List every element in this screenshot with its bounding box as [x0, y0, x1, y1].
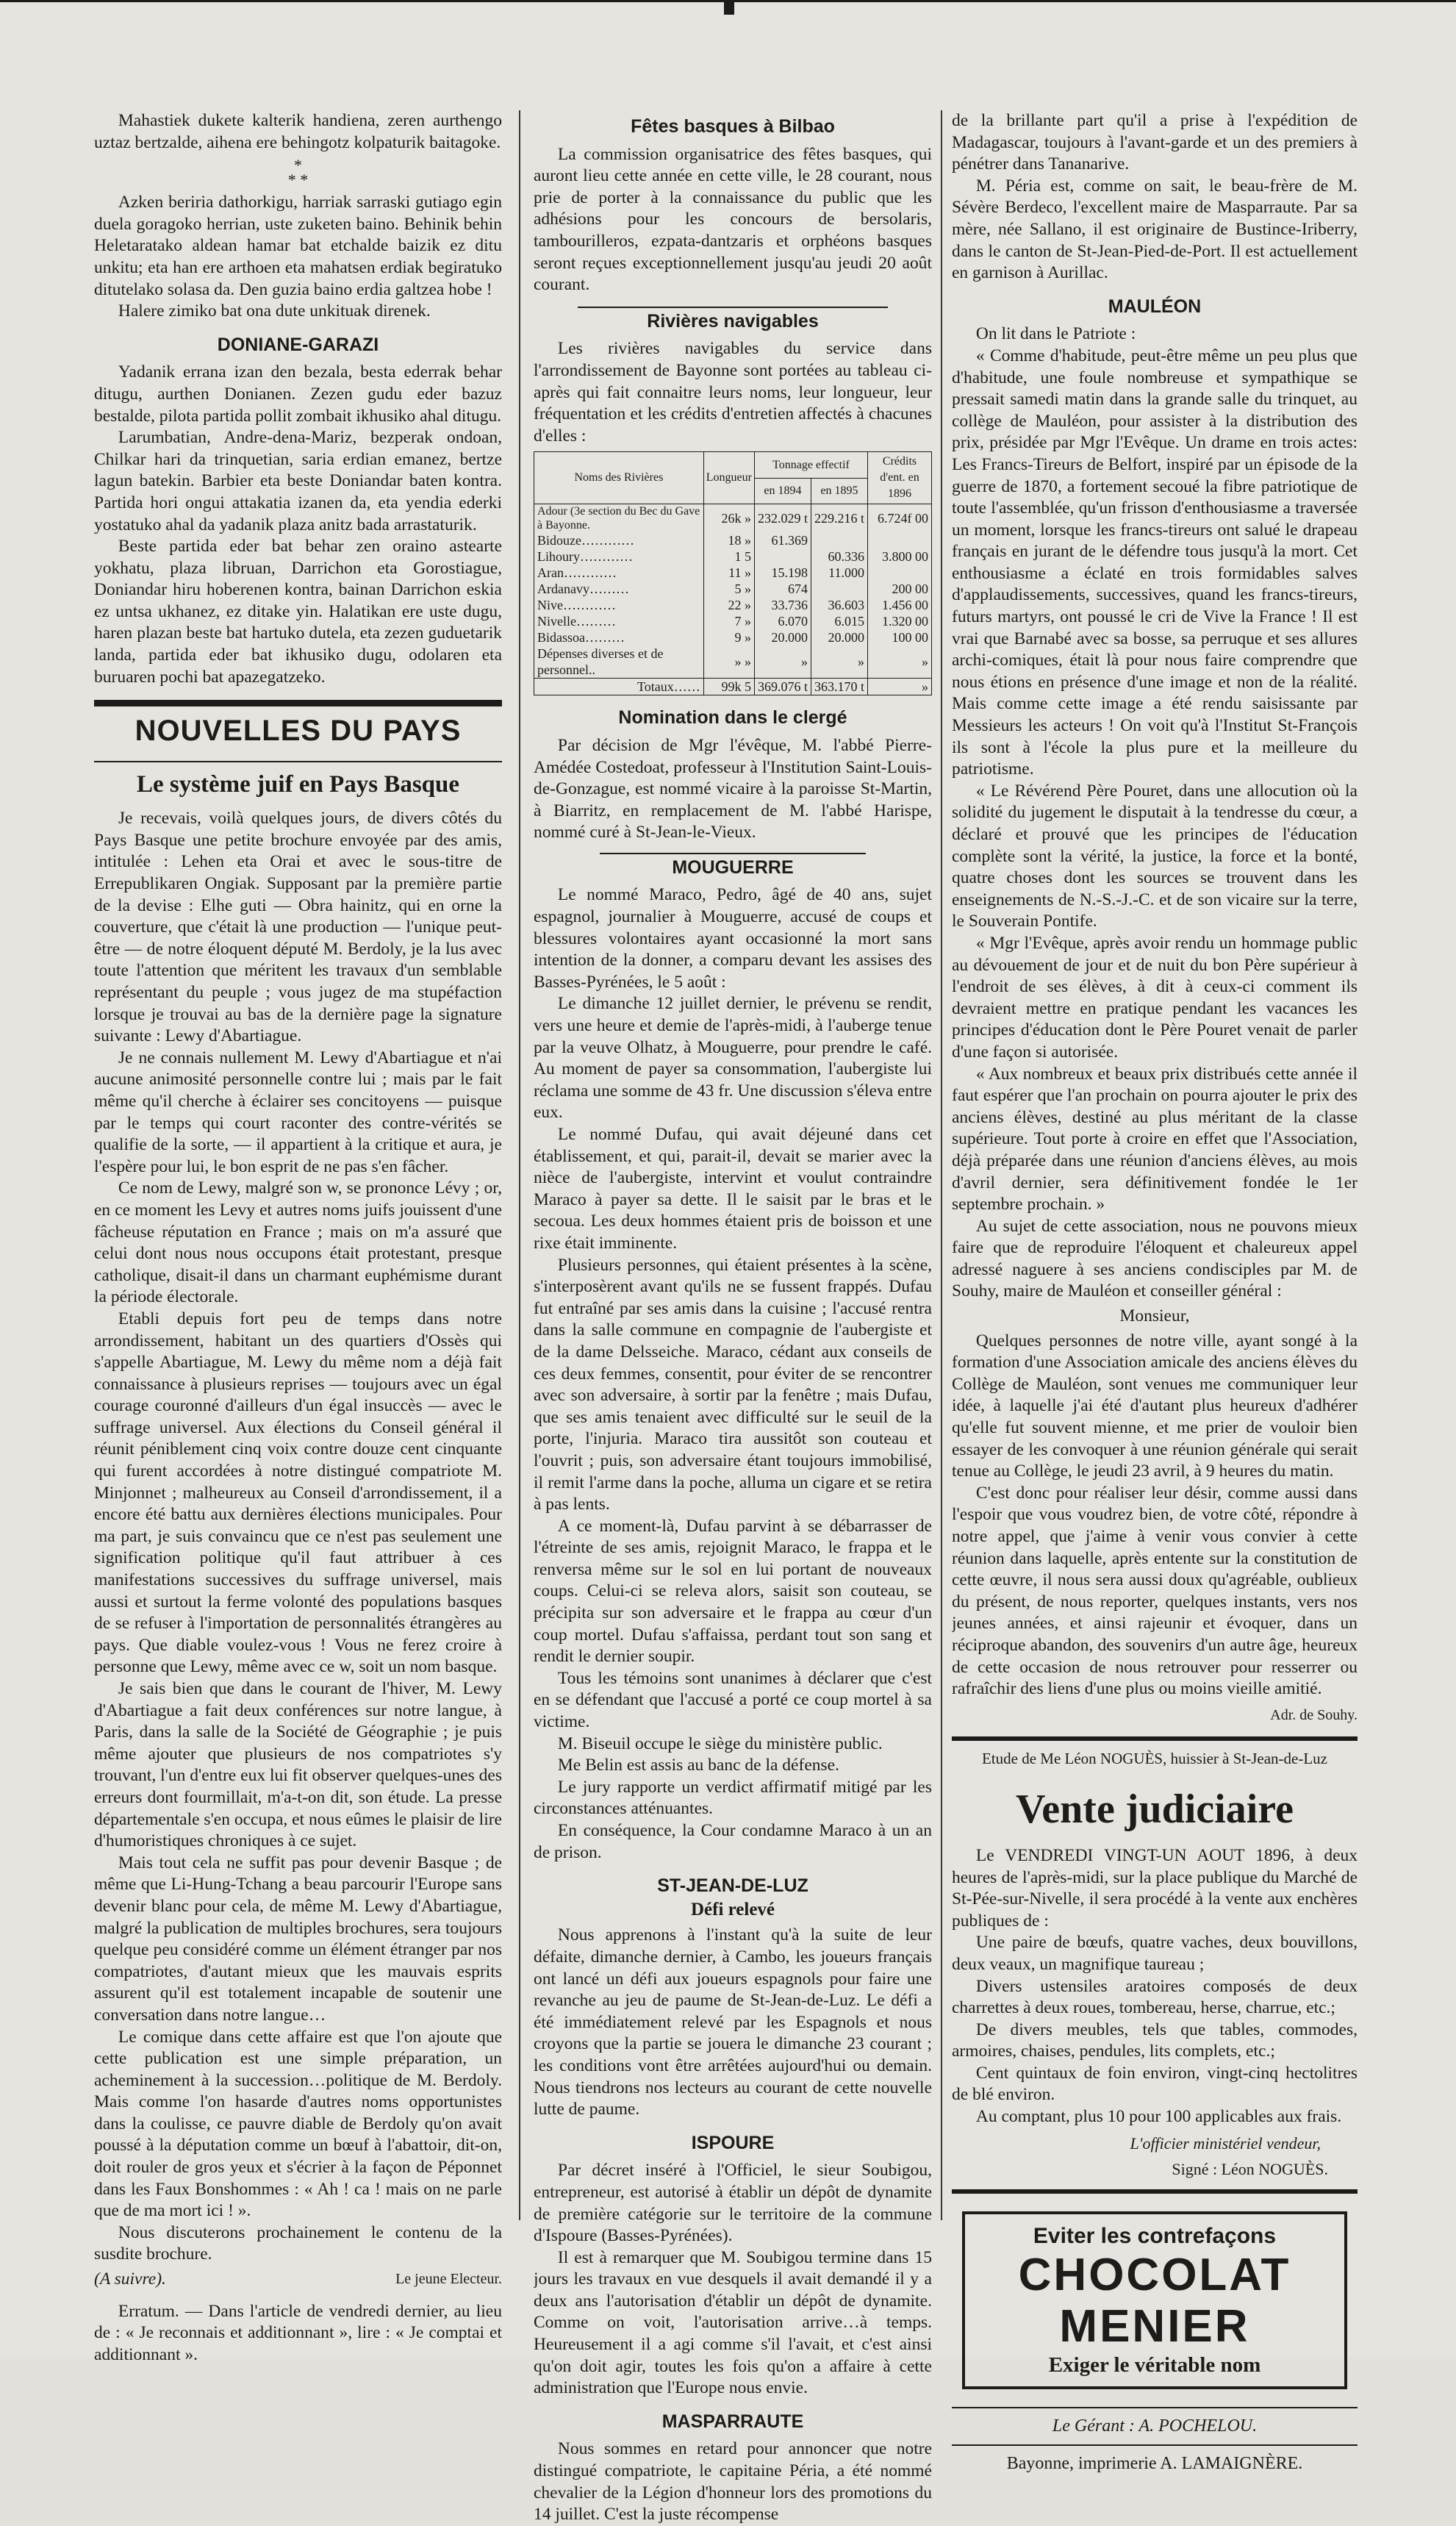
article-paragraph: Etabli depuis fort peu de temps dans notre arrondissement, habitant un des quartiers d'Ossès qui s'appelle Abartiague, M. Lewy du même nom a déjà fait connaissance à plusieurs reprises — toujours avec un égal courage couronné d'ailleurs d'un égal insuccès — avec le suffrage universel. Aux élections du Conseil général il réunit péniblement cinq voix contre douze cent cinquante qui furent accordées à notre distingué compatriote M. Minjonnet ; malheureux au Conseil d'arrondissement, il a encore été battu aux dernières élections municipales. Pour ma part, je suis convaincu que ce n'est pas seulement une signification politique qu'il faut attribuer à ces manifestations successives du suffrage universel, mais aussi et surtout la ferme volonté des populations basques de se refuser à l'importation de personnalités étrangères au pays. Que diable voulez-vous ! Vous ne ferez croire à personne que Lewy, même avec ce w, soit un nom basque.: [94, 1309, 502, 1677]
article-paragraph: On lit dans le Patriote :: [975, 324, 1136, 344]
ad-line-exiger: Exiger le véritable nom: [1048, 2353, 1261, 2377]
article-paragraph: « Aux nombreux et beaux prix distribués cette année il faut espérer que l'an prochain on pourra ajouter le prix des anciens élèves, destiné au plus méritant de la classe supérieure. Tout porte à croire en effet que l'Association, déjà préparée dans une réunion d'anciens élèves, au mois d'avril dernier, sera définitivement fondée le 1er septembre prochain. »: [952, 1064, 1358, 1214]
sale-paragraph: De divers meubles, tels que tables, commodes, armoires, chaises, pendules, lits complets, etc.;: [952, 2019, 1358, 2061]
letter-salutation: Monsieur,: [1119, 1306, 1190, 1326]
doniane-garazi-heading: DONIANE-GARAZI: [217, 334, 379, 355]
article-paragraph: En conséquence, la Cour condamne Maraco à un an de prison.: [534, 1821, 932, 1862]
article-paragraph: Je sais bien que dans le courant de l'hiver, M. Lewy d'Abartiague a fait deux conférences sur notre langue, à Paris, dans la salle de la Société de Géographie ; je puis même ajouter que plusieurs de nos compatriotes s'y trouvant, l'un d'entre eux lui fit observer quelques-unes des erreurs dont fourmillait, m'a-t-on dit, son étude. La presse départementale s'en occupa, et nous eûmes le plaisir de lire d'humoristiques chroniques à ce sujet.: [94, 1679, 502, 1851]
article-paragraph: Le dimanche 12 juillet dernier, le prévenu se rendit, vers une heure et demie de l'après-midi, à l'auberge tenue par la veuve Olhatz, à Mouguerre, pour prendre le café. Au moment de payer sa consommation, l'aubergiste lui réclama une somme de 43 fr. Une discussion s'éleva entre eux.: [534, 994, 932, 1123]
article-paragraph: M. Biseuil occupe le siège du ministère public.: [557, 1734, 883, 1753]
sale-paragraph: Cent quintaux de foin environ, vingt-cinq hectolitres de blé environ.: [952, 2063, 1358, 2105]
article-paragraph: « Le Révérend Père Pouret, dans une allocution où la solidité du jugement le disputait à la tendresse du cœur, a déclaré et prouvé que les principes de l'éducation complète sont la vérité, la justice, la force et la bonté, quatre choses dont les sources se trouvent dans les enseignements de N.-S.-J.-C. et de son vicaire sur la terre, le Souverain Pontife.: [952, 781, 1358, 931]
ad-line-contrefacons: Eviter les contrefaçons: [1033, 2223, 1277, 2248]
table-row: Aran………… 11 » 15.198 11.000: [534, 565, 932, 581]
rivieres-table: [534, 451, 932, 695]
article-paragraph: Au sujet de cette association, nous ne pouvons mieux faire que de reproduire l'éloquent et chaleureux appel adressé naguere à ses anciens condisciples par M. de Souhy, maire de Mauléon et conseiller général :: [952, 1216, 1358, 1301]
table-row: Nivelle……… 7 » 6.070 6.015 1.320 00: [534, 613, 932, 629]
article-paragraph: Quelques personnes de notre ville, ayant songé à la formation d'une Association amicale des anciens élèves du Collège de Mauléon, sont venues me communiquer leur idée, à laquelle j'ai été d'autant plus heureux d'adhérer qu'elle fut souvent mienne, et me prier de vouloir bien essayer de les convoquer à une réunion générale qui serait tenue au Collège, le jeudi 23 avril, à 9 heures du matin.: [952, 1331, 1358, 1481]
etude-line: Etude de Me Léon NOGUÈS, huissier à St-Jean-de-Luz: [981, 1750, 1328, 1768]
section-rule: [578, 307, 888, 308]
article-paragraph: Le jury rapporte un verdict affirmatif mitigé par les circonstances atténuantes.: [534, 1777, 932, 1819]
article-paragraph: Nous sommes en retard pour annoncer que notre distingué compatriote, le capitaine Péria, a été nommé chevalier de la Légion d'honneur lors des promotions du 14 juillet. C'est la juste récompense: [534, 2439, 932, 2525]
section-thick-rule: [952, 1736, 1358, 1741]
article-paragraph: Larumbatian, Andre-dena-Mariz, bezperak ondoan, Chilkar hari da trinquetian, saria erdian emanez, bertze lagun batekin. Barbier eta beste Doniandar baten kontra. Partida hori ongui attakatia izanen da, eta yendia ederki yostatuko ahal da yadanik plaza anitz bada arrastaturik.: [94, 428, 502, 534]
section-rule: [600, 853, 866, 854]
article-paragraph: « Comme d'habitude, peut-être même un peu plus que d'habitude, une foule nombreuse et sympathique se pressait samedi matin dans la grande salle du trinquet, au collège de Mauléon, pour assister à la distribution des prix, présidée par Mgr l'Evêque. Un drame en trois actes: Les Francs-Tireurs de Belfort, inspiré par un épisode de la guerre de 1870, a fortement secoué la fibre patriotique de toute l'assemblée, qu'un frisson d'enthousiasme a traversée un moment, lorsque les francs-tireurs ont salué le drapeau français en jurant de le défendre tous jusqu'à la mort. Cet enthousiasme a éclaté en trois formidables salves d'applaudissements, successives, quand les francs-tireurs, futurs martyrs, ont poussé le cri de Vive la France ! Il est vrai que Barnabé avec sa bosse, sa perruque et ses allures archi-comiques, était là pour nous faire comprendre que nous étions en présence d'une image et non de la réalité. Mais comme cette image a été rendu saisissante par Messieurs les acteurs ! On voit qu'à l'Institut St-François ils sont à l'école la plus pure et la meilleure du patriotisme.: [952, 346, 1358, 779]
section-rule: [952, 2407, 1358, 2408]
col-header-credits: Crédits d'ent. en 1896: [868, 452, 932, 504]
table-row: Bidouze………… 18 » 61.369: [534, 532, 932, 548]
section-thick-rule: [94, 700, 502, 706]
article-paragraph: M. Péria est, comme on sait, le beau-frère de M. Sévère Berdeco, l'excellent maire de Masparraute. Par sa mère, née Sallano, il est originaire de Bustince-Iriberry, dans le canton de St-Jean-Pied-de-Port. Il est actuellement en garnison à Aurillac.: [952, 176, 1358, 283]
officier-line: L'officier ministériel vendeur,: [1130, 2133, 1321, 2153]
table-row: Bidassoa……… 9 » 20.000 20.000 100 00: [534, 629, 932, 645]
gerant-line: Le Gérant : A. POCHELOU.: [1052, 2416, 1258, 2436]
article-paragraph: A ce moment-là, Dufau parvint à se débarrasser de l'étreinte de ses amis, rejoignit Maraco, le frappa et le renversa même sur le sol en lui portant de nouveaux coups. Celui-ci se releva alors, saisit son couteau, se précipita sur son adversaire et le frappa au cœur d'un coup mortel. Dufau s'affaissa, perdant tout son sang et rendit le dernier soupir.: [534, 1516, 932, 1667]
article-paragraph: Mais tout cela ne suffit pas pour devenir Basque ; de même que Li-Hung-Tchang a beau parcourir l'Europe sans devenir blanc pour cela, de même M. Lewy d'Abartiague, malgré la publication de multiples brochures, sera toujours quelque peu considéré comme un élément étranger par nos compatriotes, d'autant mieux que les mauvais esprits assurent qu'il est totalement incapable de soutenir une conversation dans notre langue…: [94, 1853, 502, 2025]
rivieres-navigables-heading: Rivières navigables: [647, 310, 819, 332]
article-signature: Le jeune Electeur.: [395, 2271, 502, 2288]
article-paragraph: Tous les témoins sont unanimes à déclarer que c'est en se défendant que l'accusé a porté ce coup mortel à sa victime.: [534, 1668, 932, 1732]
col-header-tonnage: Tonnage effectif: [754, 452, 867, 479]
article-paragraph: Le comique dans cette affaire est que l'on ajoute que cette publication est une simple préparation, un acheminement à la succession…politique de M. Berdoly. Mais comme l'on hasarde d'autres noms opportunistes dans la coulisse, ce pauvre diable de Berdoly qu'on avait poussé à la députation comme un bœuf à l'abattoir, dit-on, doit rouler de gros yeux et s'écrier à la façon de Péponnet dans les Faux Bonshommes : « Ah ! ca ! mais on ne parle que de ma mort ici ! ».: [94, 2027, 502, 2221]
letter-signature: Adr. de Souhy.: [1270, 1706, 1358, 1723]
section-thin-rule: [94, 761, 502, 762]
article-paragraph: Nous apprenons à l'instant qu'à la suite de leur défaite, dimanche dernier, à Cambo, les joueurs français ont lancé un défi aux joueurs espagnols pour faire une revanche au jeu de paume de St-Jean-de-Luz. Le défi a été immédiatement relevé par les Espagnols et nous croyons que la partie se jouera le dimanche 23 courant ; les conditions vont être arrêtées aujourd'hui ou demain. Nous tiendrons nos lecteurs au courant de cette nouvelle lutte de paume.: [534, 1925, 932, 2119]
article-paragraph: Beste partida eder bat behar zen oraino astearte yokhatu, plaza libruan, Darrichon eta Gorostiague, Doniandar hiru hoberenen kontra, bainan Darrichon eskia ez untsa ukhanez, ez ditake yin. Halatikan ere uste dugu, haren plazan beste bat hartuko dutela, eta zezen guduetarik landa, partida eder bat ikhusiko dugu, odolaren eta buruaren pochi bat apazegatzeko.: [94, 537, 502, 687]
article-paragraph: Les rivières navigables du service dans l'arrondissement de Bayonne sont portées au tableau ci-après qui fait connaitre leurs noms, leur longueur, leur fréquentation et les crédits d'entretien affectés à chacunes d'elles :: [534, 339, 932, 446]
column-3: [952, 110, 1358, 2481]
imprimerie-line: Bayonne, imprimerie A. LAMAIGNÈRE.: [1006, 2454, 1303, 2474]
ad-line-chocolat-menier: CHOCOLAT MENIER: [1018, 2249, 1291, 2352]
article-paragraph: La commission organisatrice des fêtes basques, qui auront lieu cette année en cette ville, le 28 courant, nous prie de porter à la connaissance du public que les adhésions pour les concours de bersolaris, tambourilleros, ezpata-dantzaris et orphéons basques seront reçues exceptionnellement jusqu'au jeudi 20 août courant.: [534, 144, 932, 295]
table-row: Nive………… 22 » 33.736 36.603 1.456 00: [534, 597, 932, 613]
article-title: Le système juif en Pays Basque: [136, 771, 460, 798]
table-row: Adour (3e section du Bec du Gave à Bayonne. 26k » 232.029 t 229.216 t 6.724f 00: [534, 504, 932, 533]
article-paragraph: Plusieurs personnes, qui étaient présentes à la scène, s'interposèrent avant qu'ils ne se fussent frappés. Dufau fut entraîné par ses amis dans la cuisine ; l'accusé rentra dans la salle commune en compagnie de l'aubergiste et de la dame Delsseiche. Maraco, cédant aux conseils de ces deux femmes, consentit, pour éviter de se rencontrer avec son adversaire, à sortir par la fenêtre ; mais Dufau, que ses amis tenaient avec difficulté sur le seuil de la porte, l'injuria. Maraco tira aussitôt son couteau et l'ouvrit ; puis, son adversaire étant toujours immobilisé, il remit l'arme dans la poche, alluma un cigare et se retira à pas lents.: [534, 1255, 932, 1514]
column-rule-1: [519, 110, 520, 2220]
column-2: [534, 110, 932, 2526]
basque-paragraph: Halere zimiko bat ona dute unkituak direnek.: [118, 301, 431, 321]
table-row: Ardanavy……… 5 » 674 200 00: [534, 581, 932, 597]
article-paragraph: de la brillante part qu'il a prise à l'expédition de Madagascar, toujours à l'avant-garde et un des premiers à pénétrer dans Tananarive.: [952, 111, 1358, 174]
table-total-row: Totaux…… 99k 5 369.076 t 363.170 t »: [534, 679, 932, 695]
table-row: Dépenses diverses et de personnel.. » » » » »: [534, 645, 932, 679]
article-paragraph: Par décision de Mgr l'évêque, M. l'abbé Pierre-Amédée Costedoat, professeur à l'Institution Saint-Louis-de-Gonzague, est nommé vicaire à la paroisse St-Martin, à Biarritz, en remplacement de M. l'abbé Harispe, nommé curé à St-Jean-le-Vieux.: [534, 735, 932, 842]
col-header-length: Longueur: [703, 452, 754, 504]
chocolat-menier-advertisement: [962, 2211, 1347, 2389]
article-paragraph: Je recevais, voilà quelques jours, de divers côtés du Pays Basque une petite brochure envoyée par des amis, intitulée : Lehen eta Orai et avec le sous-titre de Errepublikaren Ongiak. Supposant par la première partie de la devise : Elhe guti — Obra hainitz, qui en orne la couverture, que c'était là une production — l'unique peut-être — de notre éloquent député M. Berdoly, je la lus avec toute l'attention que méritent les travaux d'un semblable représentant du peuple ; vous jugez de ma stupéfaction lorsque je trouvai au bas de la dernière page la signature suivante : Lewy d'Abartiague.: [94, 809, 502, 1046]
sale-paragraph: Divers ustensiles aratoires composés de deux charrettes à deux roues, tombereau, herse, charrue, etc.;: [952, 1976, 1358, 2018]
defi-releve-subheading: Défi relevé: [690, 1899, 775, 1919]
article-paragraph: Le nommé Dufau, qui avait déjeuné dans cet établissement, et qui, parait-il, devait se marier avec la nièce de l'aubergiste, intervint et voulut contraindre Maraco à payer sa dette. Il le saisit par le bras et le secoua. Les deux hommes étaient pris de boisson et une rixe était imminente.: [534, 1125, 932, 1253]
article-paragraph: Me Belin est assis au banc de la défense.: [557, 1756, 839, 1775]
st-jean-de-luz-heading: ST-JEAN-DE-LUZ: [657, 1875, 808, 1897]
article-paragraph: Par décret inséré à l'Officiel, le sieur Soubigou, entrepreneur, est autorisé à établir un dépôt de dynamite de première catégorie sur le territoire de la commune d'Ispoure (Basses-Pyrénées).: [534, 2161, 932, 2246]
sale-paragraph: Le VENDREDI VINGT-UN AOUT 1896, à deux heures de l'après-midi, sur la place publique du Marché de St-Pée-sur-Nivelle, il sera procédé à la vente aux enchères publiques de :: [952, 1845, 1358, 1931]
column-rule-2: [941, 110, 942, 2220]
section-thick-rule: [952, 2189, 1358, 2194]
table-row: Lihoury………… 1 5 60.336 3.800 00: [534, 548, 932, 565]
article-paragraph: C'est donc pour réaliser leur désir, comme aussi dans l'espoir que vous voudrez bien, de votre côté, répondre à notre appel, que j'aime à venir vous convier à cette réunion dans laquelle, après entente sur la constitution de cette œuvre, il nous sera aussi doux qu'agréable, oublieux du présent, de nous reporter, quelques instants, vers nos jeunes années, et ainsi rajeunir et évoquer, dans un réciproque abandon, des souvenirs d'un autre âge, heureux de cette occasion de nous retrouver pour resserrer ou rafraîchir des liens d'une plus ou moins vieille amitié.: [952, 1483, 1358, 1699]
vente-judiciaire-heading: Vente judiciaire: [1016, 1786, 1294, 1832]
stars-separator: * * *: [287, 156, 309, 190]
sale-paragraph: Une paire de bœufs, quatre vaches, deux bouvillons, deux veaux, un magnifique taureau ;: [952, 1933, 1358, 1974]
section-rule: [952, 2444, 1358, 2446]
basque-paragraph: Mahastiek dukete kalterik handiena, zeren aurthengo uztaz bertzalde, aihena ere behingotz kolpaturik baitagoke.: [94, 111, 502, 152]
basque-paragraph: Azken beriria dathorkigu, harriak sarraski gutiago egin duela goragoko herrian, uste zuketen baino. Behinik behin Heletaratako aldean hamar bat etchalde baizik ez ditu unkitu; eta han ere arthoen eta mahatsen erdiak begiratuko ditutelako solasa da. Den guzia baino erdia galtzea hobe !: [94, 193, 502, 299]
a-suivre-note: (A suivre).: [94, 2269, 166, 2289]
article-paragraph: Il est à remarquer que M. Soubigou termine dans 15 jours les travaux en vue desquels il avait demandé il y a deux ans l'autorisation d'établir un dépôt de dynamite. Comme on voit, l'autorisation arrive…à temps. Heureusement il a agi comme s'il l'avait, et c'est ainsi qu'on doit agir, toutes les fois qu'on a affaire à cette administration que l'Europe nous envie.: [534, 2247, 932, 2398]
article-paragraph: Yadanik errana izan den bezala, besta ederrak behar ditugu, aurthen Donianen. Zezen gudu eder bazuz bestalde, pilota partida pollit zombait ikhusiko ahal ditugu.: [94, 362, 502, 426]
col-header-names: Noms des Rivières: [534, 452, 704, 504]
nouvelles-du-pays-heading: NOUVELLES DU PAYS: [135, 715, 462, 748]
article-paragraph: Le nommé Maraco, Pedro, âgé de 40 ans, sujet espagnol, journalier à Mouguerre, accusé de coups et blessures volontaires ayant occasionné la mort sans intention de la donner, a comparu devant les assises des Basses-Pyrénées, le 5 août :: [534, 885, 932, 992]
col-header-1894: en 1894: [754, 478, 811, 504]
article-paragraph: Nous discuterons prochainement le contenu de la susdite brochure.: [94, 2222, 502, 2264]
mauleon-heading: MAULÉON: [1108, 296, 1202, 317]
column-1: [94, 110, 502, 2366]
signe-line: Signé : Léon NOGUÈS.: [1172, 2160, 1328, 2179]
col-header-1895: en 1895: [811, 478, 867, 504]
article-paragraph: Je ne connais nullement M. Lewy d'Abartiague et n'ai aucune animosité personnelle contre lui ; mais par le fait même qu'il cherche à éclairer ses concitoyens — puisque par le temps qui court raconter des contre-vérités se qualifie de la sorte, — il appartient à la critique et aura, je l'espère pour lui, le bon esprit de ne pas s'en fâcher.: [94, 1048, 502, 1176]
nomination-heading: Nomination dans le clergé: [618, 707, 847, 729]
erratum-paragraph: Erratum. — Dans l'article de vendredi dernier, au lieu de : « Je reconnais et additionnant », lire : « Je comptai et additionnant ».: [94, 2301, 502, 2364]
fetes-basques-heading: Fêtes basques à Bilbao: [631, 116, 835, 137]
masparraute-heading: MASPARRAUTE: [661, 2411, 804, 2432]
mouguerre-heading: MOUGUERRE: [672, 856, 794, 878]
article-paragraph: Ce nom de Lewy, malgré son w, se prononce Lévy ; or, en ce moment les Levy et autres noms juifs jouissent d'une fâcheuse réputation en France ; mais on m'a assuré que celui dont nous nous occupons était protestant, presque catholique, disait-il dans un charmant euphémisme durant la période électorale.: [94, 1178, 502, 1307]
sale-paragraph: Au comptant, plus 10 pour 100 applicables aux frais.: [975, 2107, 1342, 2127]
ispoure-heading: ISPOURE: [691, 2132, 775, 2153]
article-paragraph: « Mgr l'Evêque, après avoir rendu un hommage public au dévouement de jour et de nuit du bon Père supérieur à l'endroit de ses élèves, à dit à ceux-ci comment ils devraient mettre en pratique pendant les vacances les principes d'éducation dont le Père Pouret venait de parler d'une façon si autorisée.: [952, 933, 1358, 1062]
